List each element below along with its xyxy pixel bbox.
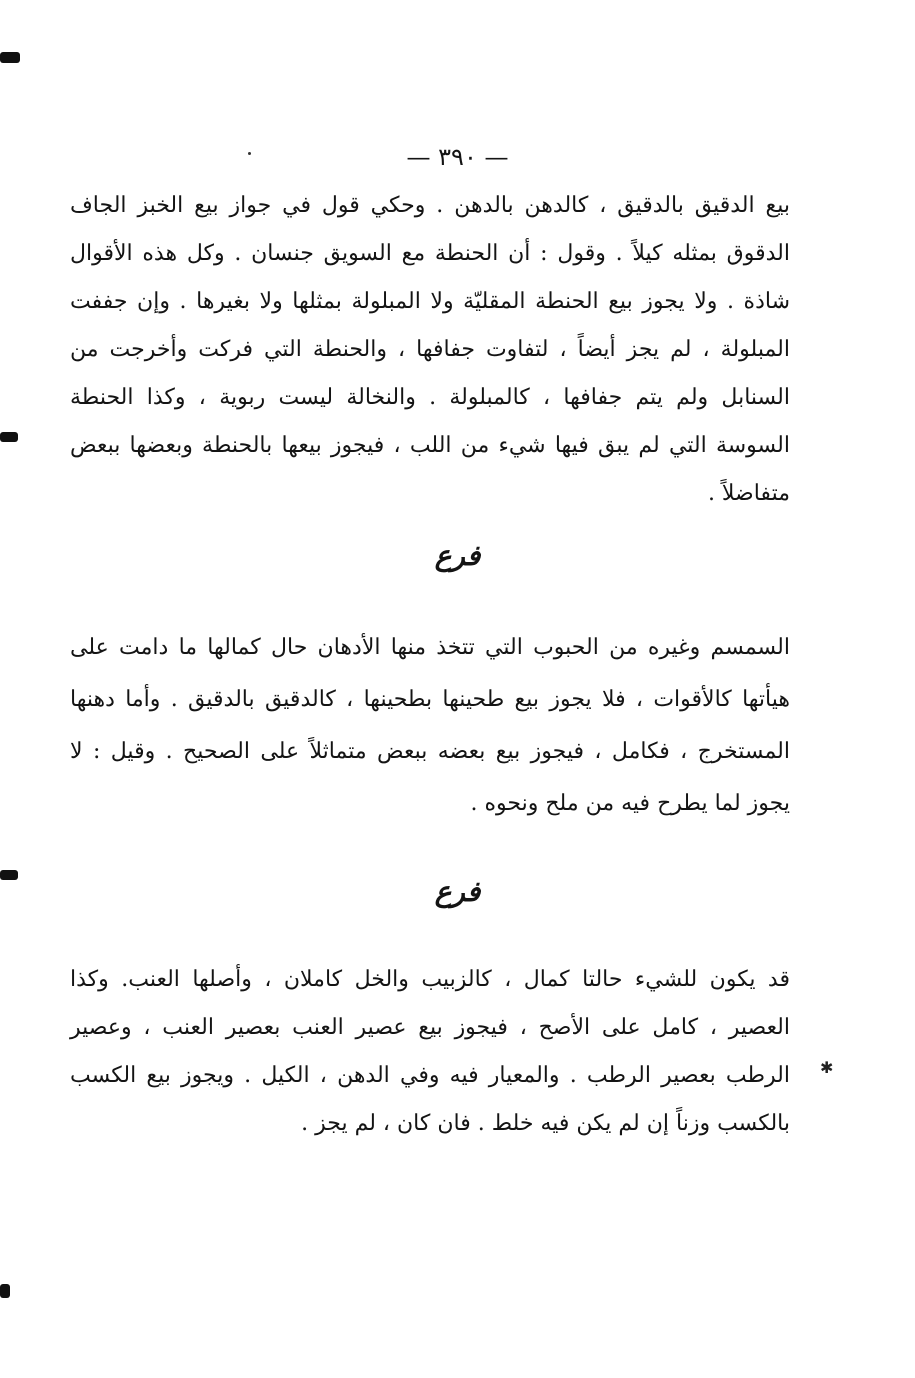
paragraph-1: بيع الدقيق بالدقيق ، كالدهن بالدهن . وحكي قول في جواز بيع الخبز الجاف الدقوق بمثله كيلاً . وقول : أن الحنطة مع السويق جنسان . وكل هذه الأقوال شاذة . ولا يجوز بيع الحنطة المقليّة ولا المبلولة بمثلها ولا بغيرها . وإن جففت المبلولة ، لم يجز أيضاً ، لتفاوت جفافها ، والحنطة التي فركت وأخرجت من السنابل ولم يتم جفافها ، كالمبلولة . والنخالة ليست ربوية ، وكذا الحنطة السوسة التي لم يبق فيها شيء من اللب ، فيجوز بيعها بالحنطة وبعضها ببعض متفاضلاً .: [70, 193, 790, 506]
scan-edge-mark: [0, 52, 20, 63]
page-number: — ٣٩٠ —: [406, 143, 509, 171]
margin-asterisk-icon: ✱: [820, 1058, 834, 1077]
scan-edge-mark: [0, 432, 18, 442]
paragraph-2: السمسم وغيره من الحبوب التي تتخذ منها الأدهان حال كمالها ما دامت على هيأتها كالأقوات ، فلا يجوز بيع طحينها بطحينها ، كالدقيق بالدقيق . وأما دهنها المستخرج ، فكامل ، فيجوز بيع بعضه ببعض متماثلاً على الصحيح . وقيل : لا يجوز لما يطرح فيه من ملح ونحوه .: [70, 635, 790, 816]
paragraph-3: قد يكون للشيء حالتا كمال ، كالزبيب والخل كاملان ، وأصلها العنب. وكذا العصير ، كامل على الأصح ، فيجوز بيع عصير العنب بعصير العنب ، وعصير الرطب بعصير الرطب . والمعيار فيه وفي الدهن ، الكيل . ويجوز بيع الكسب بالكسب وزناً إن لم يكن فيه خلط . فان كان ، لم يجز .: [70, 967, 790, 1136]
section-heading-2: فرع: [434, 875, 481, 908]
scan-edge-mark: [0, 1284, 10, 1298]
section-heading-1: فرع: [434, 539, 481, 572]
